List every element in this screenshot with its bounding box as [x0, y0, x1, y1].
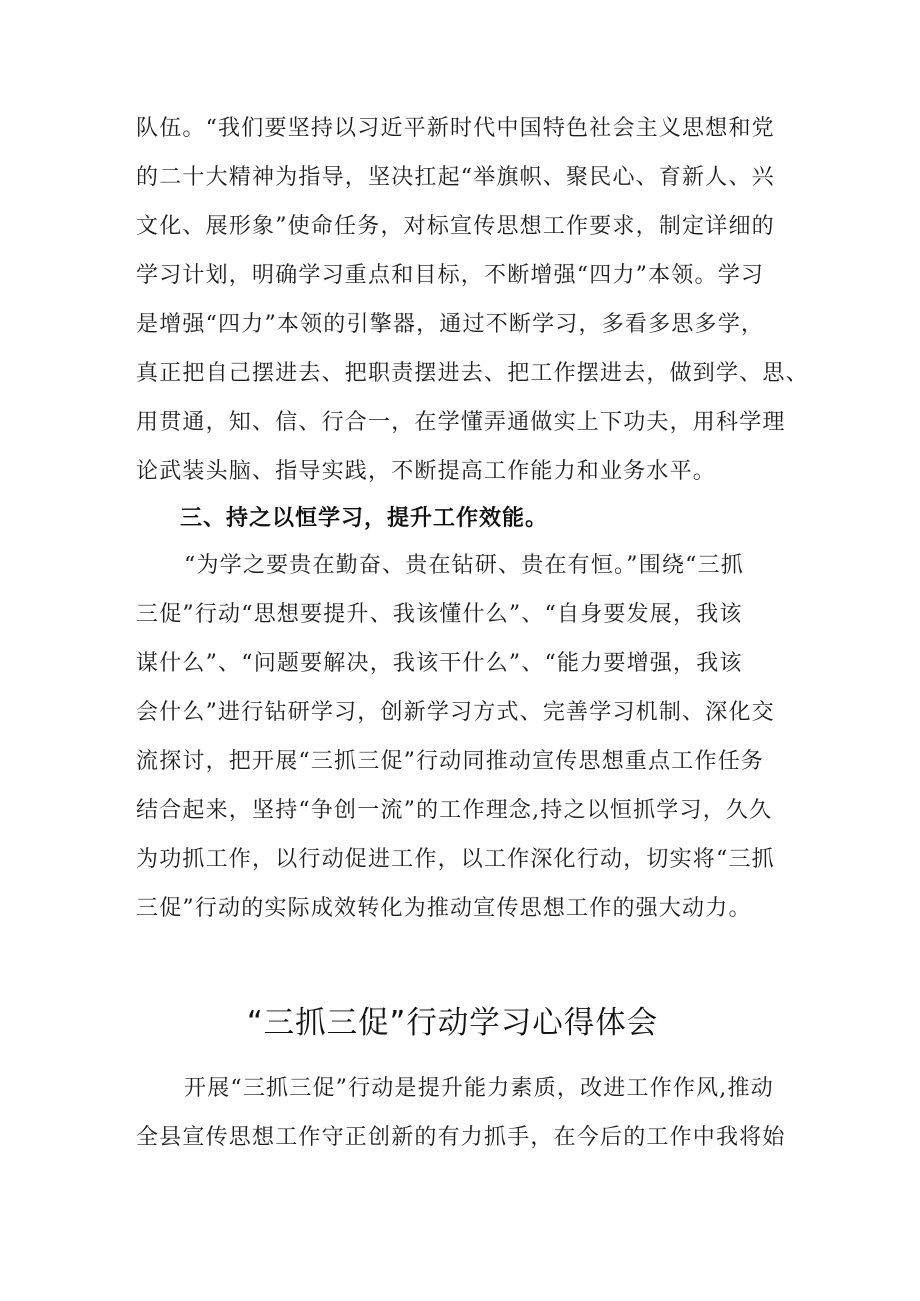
text-line: 论武装头脑、指导实践，不断提高工作能力和业务水平。	[136, 459, 717, 484]
section-heading: 三、持之以恒学习，提升工作效能。	[180, 506, 549, 531]
text-line: 三促”行动“思想要提升、我该懂什么”、“自身要发展，我该	[136, 602, 743, 627]
text-line: “为学之要贵在勤奋、贵在钻研、贵在有恒。”围绕“三抓	[184, 553, 744, 578]
text-line: 会什么”进行钻研学习，创新学习方式、完善学习机制、深化交	[136, 700, 775, 725]
text-line: 文化、展形象”使命任务，对标宣传思想工作要求，制定详细的	[136, 214, 775, 239]
text-line: 全县宣传思想工作守正创新的有力抓手，在今后的工作中我将始	[136, 1125, 786, 1150]
text-line: 谋什么”、“问题要解决，我该干什么”、“能力要增强，我该	[136, 651, 743, 676]
text-line: 的二十大精神为指导，坚决扛起“举旗帜、聚民心、育新人、兴	[136, 165, 775, 190]
text-line: 是增强“四力”本领的引擎器，通过不断学习，多看多思多学，	[136, 312, 765, 337]
text-line: 开展“三抓三促”行动是提升能力素质，改进工作作风,推动	[184, 1076, 774, 1101]
text-line: 三促”行动的实际成效转化为推动宣传思想工作的强大动力。	[136, 896, 752, 921]
text-line: 队伍。“我们要坚持以习近平新时代中国特色社会主义思想和党	[136, 116, 775, 141]
article-title: “三抓三促”行动学习心得体会	[246, 1005, 659, 1041]
text-line: 结合起来，坚持“争创一流”的工作理念,持之以恒抓学习，久久	[136, 798, 773, 823]
text-line: 真正把自己摆进去、把职责摆进去、把工作摆进去，做到学、思、	[136, 361, 809, 386]
text-line: 学习计划，明确学习重点和目标，不断增强“四力”本领。学习	[136, 263, 765, 288]
text-line: 流探讨，把开展“三抓三促”行动同推动宣传思想重点工作任务	[136, 749, 765, 774]
text-line: 为功抓工作，以行动促进工作，以工作深化行动，切实将“三抓	[136, 847, 775, 872]
text-line: 用贯通，知、信、行合一，在学懂弄通做实上下功夫，用科学理	[136, 410, 786, 435]
